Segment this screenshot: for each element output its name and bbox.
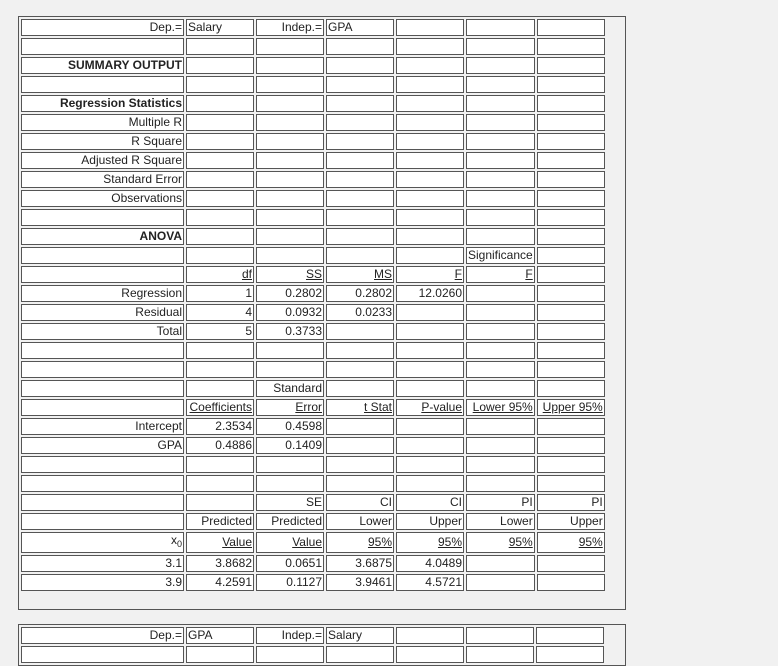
- pi-lower-header: Lower: [466, 513, 535, 530]
- table-row: [21, 152, 605, 169]
- table-row: [21, 247, 605, 264]
- empty-cell[interactable]: [396, 437, 464, 454]
- observations-label: Observations: [21, 190, 184, 207]
- empty-cell[interactable]: [537, 323, 605, 340]
- anova-heading: ANOVA: [21, 228, 184, 245]
- predicted-value[interactable]: 3.8682: [186, 555, 254, 572]
- table-row: [21, 475, 605, 492]
- empty-cell[interactable]: [396, 19, 464, 36]
- empty-cell[interactable]: [21, 342, 184, 359]
- empty-cell[interactable]: [466, 19, 535, 36]
- empty-cell[interactable]: [466, 475, 535, 492]
- residual-df[interactable]: 4: [186, 304, 254, 321]
- table-row: [21, 646, 604, 663]
- ci-lower-header: Lower: [326, 513, 394, 530]
- df-header: df: [186, 266, 254, 283]
- table-row: [21, 494, 605, 511]
- intercept-standard-error[interactable]: 0.4598: [256, 418, 324, 435]
- empty-cell[interactable]: [186, 95, 254, 112]
- empty-cell[interactable]: [186, 342, 254, 359]
- dep-label: Dep.=: [21, 19, 184, 36]
- empty-cell[interactable]: [396, 627, 464, 644]
- table-row: [21, 190, 605, 207]
- r-square-label: R Square: [21, 133, 184, 150]
- empty-cell[interactable]: [537, 133, 605, 150]
- empty-cell[interactable]: [326, 228, 394, 245]
- empty-cell[interactable]: [186, 646, 254, 663]
- coefficients-header: Coefficients: [186, 399, 254, 416]
- empty-cell[interactable]: [396, 228, 464, 245]
- empty-cell[interactable]: [537, 266, 605, 283]
- empty-cell[interactable]: [326, 209, 394, 226]
- gpa-standard-error[interactable]: 0.1409: [256, 437, 324, 454]
- empty-cell[interactable]: [256, 475, 324, 492]
- empty-cell[interactable]: [21, 266, 184, 283]
- empty-cell[interactable]: [326, 114, 394, 131]
- empty-cell[interactable]: [537, 57, 605, 74]
- empty-cell[interactable]: [326, 171, 394, 188]
- empty-cell[interactable]: [326, 342, 394, 359]
- empty-cell[interactable]: [21, 646, 184, 663]
- empty-cell[interactable]: [21, 380, 184, 397]
- value-header: Value: [186, 532, 254, 553]
- ms-header: MS: [326, 266, 394, 283]
- empty-cell[interactable]: [256, 247, 324, 264]
- table-row: [21, 555, 605, 572]
- empty-cell[interactable]: [186, 361, 254, 378]
- empty-cell[interactable]: [537, 76, 605, 93]
- empty-cell[interactable]: [186, 494, 254, 511]
- se-predicted-value[interactable]: 0.0651: [256, 555, 324, 572]
- empty-cell[interactable]: [466, 76, 535, 93]
- gpa-label: GPA: [21, 437, 184, 454]
- ci-upper-header: Upper: [396, 513, 464, 530]
- empty-cell[interactable]: [396, 361, 464, 378]
- standard-error-label: Standard Error: [21, 171, 184, 188]
- se-header: SE: [256, 494, 324, 511]
- x0-header: [21, 532, 184, 553]
- empty-cell[interactable]: [326, 475, 394, 492]
- empty-cell[interactable]: [537, 190, 605, 207]
- empty-cell[interactable]: [256, 57, 324, 74]
- table-row: [21, 133, 605, 150]
- empty-cell[interactable]: [256, 456, 324, 473]
- empty-cell[interactable]: [396, 475, 464, 492]
- empty-cell[interactable]: [21, 475, 184, 492]
- empty-cell[interactable]: [396, 38, 464, 55]
- x-subscript: 0: [176, 539, 182, 549]
- empty-cell[interactable]: [256, 209, 324, 226]
- residual-label: Residual: [21, 304, 184, 321]
- empty-cell[interactable]: [466, 190, 535, 207]
- table-row: [21, 342, 605, 359]
- indep-value-cell[interactable]: Salary: [326, 627, 394, 644]
- empty-cell[interactable]: [326, 95, 394, 112]
- observations-value[interactable]: [186, 190, 254, 207]
- empty-cell[interactable]: [256, 76, 324, 93]
- lower-95-header: Lower 95%: [466, 399, 535, 416]
- upper-95-header: Upper 95%: [537, 399, 605, 416]
- empty-cell[interactable]: [466, 38, 535, 55]
- dep-label: Dep.=: [21, 627, 184, 644]
- empty-cell[interactable]: [466, 323, 535, 340]
- table-row: [21, 399, 605, 416]
- table-row: [21, 171, 605, 188]
- adjusted-r-square-label: Adjusted R Square: [21, 152, 184, 169]
- empty-cell[interactable]: [396, 171, 464, 188]
- table-row: [21, 361, 605, 378]
- indep-label: Indep.=: [256, 627, 324, 644]
- table-row: [21, 57, 605, 74]
- empty-cell[interactable]: [466, 209, 535, 226]
- regression-output-table: [19, 17, 607, 593]
- empty-cell[interactable]: [466, 555, 535, 572]
- residual-ss[interactable]: 0.0932: [256, 304, 324, 321]
- empty-cell[interactable]: [326, 646, 394, 663]
- regression-f[interactable]: 12.0260: [396, 285, 464, 302]
- empty-cell[interactable]: [326, 361, 394, 378]
- empty-cell[interactable]: [256, 228, 324, 245]
- t-stat-header: t Stat: [326, 399, 394, 416]
- standard-label: Standard: [256, 380, 324, 397]
- empty-cell[interactable]: [21, 399, 184, 416]
- empty-cell[interactable]: [326, 456, 394, 473]
- table-row: [21, 95, 605, 112]
- multiple-r-value[interactable]: [186, 114, 254, 131]
- empty-cell[interactable]: [326, 437, 394, 454]
- empty-cell[interactable]: [537, 574, 605, 591]
- empty-cell[interactable]: [396, 323, 464, 340]
- empty-cell[interactable]: [537, 152, 605, 169]
- empty-cell[interactable]: [256, 133, 324, 150]
- empty-cell[interactable]: [466, 646, 534, 663]
- empty-cell[interactable]: [396, 646, 464, 663]
- empty-cell[interactable]: [21, 76, 184, 93]
- empty-cell[interactable]: [537, 95, 605, 112]
- ci-lower-value[interactable]: 3.6875: [326, 555, 394, 572]
- empty-cell[interactable]: [186, 456, 254, 473]
- empty-cell[interactable]: [326, 133, 394, 150]
- table-row: [21, 532, 605, 553]
- p-value-header: P-value: [396, 399, 464, 416]
- empty-cell[interactable]: [536, 627, 604, 644]
- predicted-value[interactable]: 4.2591: [186, 574, 254, 591]
- pi-upper-95-header: 95%: [537, 532, 605, 553]
- empty-cell[interactable]: [186, 76, 254, 93]
- significance-label: Significance: [468, 248, 533, 262]
- empty-cell[interactable]: [396, 247, 464, 264]
- table-row: [21, 380, 605, 397]
- table-row: [21, 513, 605, 530]
- empty-cell[interactable]: [256, 190, 324, 207]
- empty-cell[interactable]: [466, 285, 535, 302]
- adjusted-r-square-value[interactable]: [186, 152, 254, 169]
- table-row: [21, 266, 605, 283]
- empty-cell[interactable]: [466, 57, 535, 74]
- dep-value-cell[interactable]: Salary: [186, 19, 254, 36]
- empty-cell[interactable]: [537, 342, 605, 359]
- total-ss[interactable]: 0.3733: [256, 323, 324, 340]
- empty-cell[interactable]: [466, 171, 535, 188]
- empty-cell[interactable]: [466, 574, 535, 591]
- empty-cell[interactable]: [186, 475, 254, 492]
- table-row: [21, 114, 605, 131]
- empty-cell[interactable]: [186, 380, 254, 397]
- empty-cell[interactable]: [396, 209, 464, 226]
- empty-cell[interactable]: [21, 456, 184, 473]
- empty-cell[interactable]: [537, 209, 605, 226]
- regression-label: Regression: [21, 285, 184, 302]
- summary-output-heading: SUMMARY OUTPUT: [21, 57, 184, 74]
- empty-cell[interactable]: [466, 418, 535, 435]
- indep-value-cell[interactable]: GPA: [326, 19, 394, 36]
- table-row: [21, 418, 605, 435]
- se-predicted-value[interactable]: 0.1127: [256, 574, 324, 591]
- intercept-coefficient[interactable]: 2.3534: [186, 418, 254, 435]
- empty-cell[interactable]: [326, 152, 394, 169]
- regression-ms[interactable]: 0.2802: [326, 285, 394, 302]
- ci-lower-95-header: 95%: [326, 532, 394, 553]
- empty-cell[interactable]: [537, 247, 605, 264]
- significance-f-header: F: [466, 266, 535, 283]
- total-df[interactable]: 5: [186, 323, 254, 340]
- empty-cell[interactable]: [21, 209, 184, 226]
- empty-cell[interactable]: [256, 114, 324, 131]
- predicted-header: Predicted: [186, 513, 254, 530]
- empty-cell[interactable]: [466, 627, 534, 644]
- se-predicted-header: Predicted: [256, 513, 324, 530]
- error-header: Error: [256, 399, 324, 416]
- standard-error-value[interactable]: [186, 171, 254, 188]
- table-row: [21, 456, 605, 473]
- empty-cell[interactable]: [537, 418, 605, 435]
- table-row: [21, 19, 605, 36]
- empty-cell[interactable]: [537, 171, 605, 188]
- empty-cell[interactable]: [466, 228, 535, 245]
- empty-cell[interactable]: [256, 171, 324, 188]
- empty-cell[interactable]: [396, 133, 464, 150]
- empty-cell[interactable]: [537, 285, 605, 302]
- empty-cell[interactable]: [537, 114, 605, 131]
- empty-cell[interactable]: [256, 342, 324, 359]
- empty-cell[interactable]: [537, 361, 605, 378]
- regression-df[interactable]: 1: [186, 285, 254, 302]
- x0-value[interactable]: 3.9: [21, 574, 184, 591]
- regression-sheet-salary: [18, 16, 626, 610]
- empty-cell[interactable]: [466, 437, 535, 454]
- ci-lower-header-top: CI: [326, 494, 394, 511]
- table-row: [21, 209, 605, 226]
- empty-cell[interactable]: [466, 342, 535, 359]
- ci-upper-header-top: CI: [396, 494, 464, 511]
- empty-cell[interactable]: [466, 114, 535, 131]
- multiple-r-label: Multiple R: [21, 114, 184, 131]
- empty-cell[interactable]: [537, 304, 605, 321]
- empty-cell[interactable]: [326, 323, 394, 340]
- empty-cell[interactable]: [537, 555, 605, 572]
- table-row: [21, 285, 605, 302]
- empty-cell[interactable]: [21, 247, 184, 264]
- empty-cell[interactable]: [326, 190, 394, 207]
- ci-lower-value[interactable]: 3.9461: [326, 574, 394, 591]
- empty-cell[interactable]: [537, 380, 605, 397]
- regression-ss[interactable]: 0.2802: [256, 285, 324, 302]
- empty-cell[interactable]: [256, 361, 324, 378]
- ci-upper-value[interactable]: 4.5721: [396, 574, 464, 591]
- f-header: F: [396, 266, 464, 283]
- empty-cell[interactable]: [396, 304, 464, 321]
- empty-cell[interactable]: [537, 456, 605, 473]
- ci-upper-95-header: 95%: [396, 532, 464, 553]
- empty-cell[interactable]: [256, 38, 324, 55]
- ss-header: SS: [256, 266, 324, 283]
- total-label: Total: [21, 323, 184, 340]
- pi-lower-95-header: 95%: [466, 532, 535, 553]
- empty-cell[interactable]: [466, 95, 535, 112]
- empty-cell[interactable]: [256, 646, 324, 663]
- empty-cell[interactable]: [326, 57, 394, 74]
- pi-lower-header-top: PI: [466, 494, 535, 511]
- empty-cell[interactable]: [326, 38, 394, 55]
- table-row: [21, 228, 605, 245]
- empty-cell[interactable]: [326, 247, 394, 264]
- empty-cell[interactable]: [396, 57, 464, 74]
- empty-cell[interactable]: [537, 475, 605, 492]
- empty-cell[interactable]: [396, 342, 464, 359]
- empty-cell[interactable]: [326, 76, 394, 93]
- empty-cell[interactable]: [396, 152, 464, 169]
- gpa-coefficient[interactable]: 0.4886: [186, 437, 254, 454]
- empty-cell[interactable]: [326, 418, 394, 435]
- empty-cell[interactable]: [396, 418, 464, 435]
- empty-cell[interactable]: [466, 361, 535, 378]
- table-row: [21, 38, 605, 55]
- empty-cell[interactable]: [256, 95, 324, 112]
- intercept-label: Intercept: [21, 418, 184, 435]
- x-label: x: [170, 533, 177, 547]
- empty-cell[interactable]: [396, 76, 464, 93]
- table-row: [21, 76, 605, 93]
- se-value-header: Value: [256, 532, 324, 553]
- empty-cell[interactable]: [186, 247, 254, 264]
- empty-cell[interactable]: [536, 646, 604, 663]
- empty-cell[interactable]: [21, 38, 184, 55]
- indep-label: Indep.=: [256, 19, 324, 36]
- regression-statistics-heading: Regression Statistics: [21, 95, 184, 112]
- ci-upper-value[interactable]: 4.0489: [396, 555, 464, 572]
- regression-output-table: [19, 625, 606, 665]
- x0-value[interactable]: 3.1: [21, 555, 184, 572]
- empty-cell[interactable]: [537, 38, 605, 55]
- empty-cell[interactable]: [21, 494, 184, 511]
- table-row: [21, 323, 605, 340]
- table-row: [21, 574, 605, 591]
- empty-cell[interactable]: [396, 114, 464, 131]
- empty-cell[interactable]: [396, 456, 464, 473]
- dep-value-cell[interactable]: GPA: [186, 627, 254, 644]
- empty-cell[interactable]: [466, 152, 535, 169]
- empty-cell[interactable]: [186, 209, 254, 226]
- empty-cell[interactable]: [326, 380, 394, 397]
- empty-cell[interactable]: [21, 361, 184, 378]
- table-row: [21, 437, 605, 454]
- empty-cell[interactable]: [537, 19, 605, 36]
- r-square-value[interactable]: [186, 133, 254, 150]
- empty-cell[interactable]: [256, 152, 324, 169]
- pi-upper-header: Upper: [537, 513, 605, 530]
- empty-cell[interactable]: [466, 133, 535, 150]
- empty-cell[interactable]: [186, 38, 254, 55]
- empty-cell[interactable]: [466, 380, 535, 397]
- empty-cell[interactable]: [396, 95, 464, 112]
- empty-cell[interactable]: [186, 57, 254, 74]
- empty-cell[interactable]: [396, 190, 464, 207]
- empty-cell[interactable]: [537, 437, 605, 454]
- empty-cell[interactable]: [396, 380, 464, 397]
- empty-cell[interactable]: [21, 513, 184, 530]
- table-row: [21, 627, 604, 644]
- table-row: [21, 304, 605, 321]
- empty-cell[interactable]: [466, 304, 535, 321]
- residual-ms[interactable]: 0.0233: [326, 304, 394, 321]
- regression-sheet-gpa: [18, 624, 626, 666]
- empty-cell[interactable]: [466, 456, 535, 473]
- empty-cell[interactable]: [537, 228, 605, 245]
- empty-cell[interactable]: [186, 228, 254, 245]
- pi-upper-header-top: PI: [537, 494, 605, 511]
